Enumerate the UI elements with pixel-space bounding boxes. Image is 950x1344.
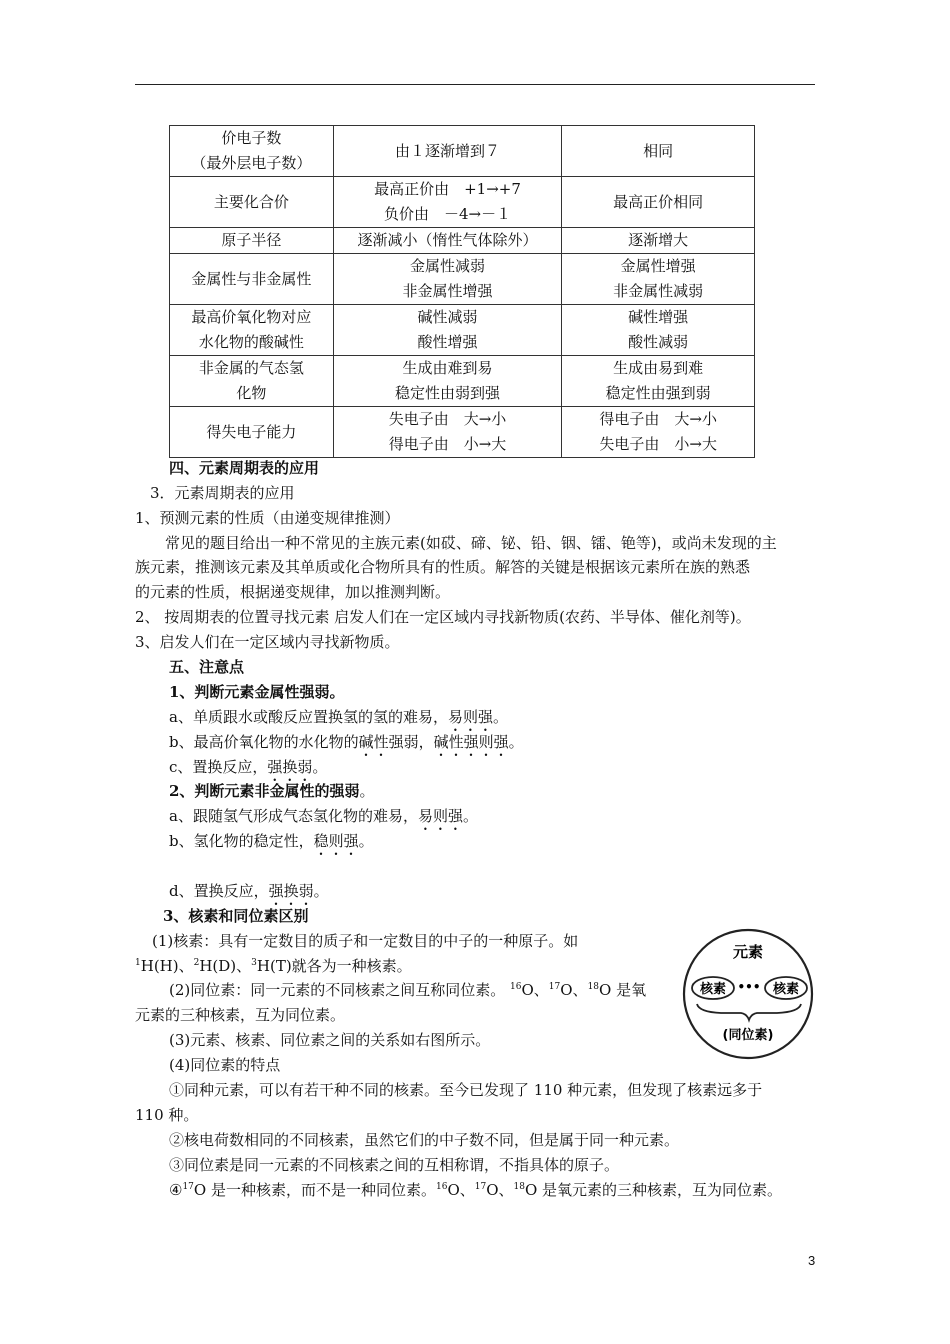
cell-line: 得电子由 大→小 [599,410,717,428]
table-cell-group [562,356,755,407]
periodic-trends-table [169,125,755,458]
nuclide-label-right: 核素 [772,982,800,997]
cell-line: 非金属性增强 [402,282,493,300]
cell-line: 主要化合价 [213,192,289,211]
nuclide-label-left: 核素 [699,982,727,997]
section4-title: 四、元素周期表的应用 [169,459,320,477]
predict-heading: 1、预测元素的性质（由递变规律推测） [135,509,400,527]
table-cell-group [562,126,755,177]
cell-line: （最外层电子数） [191,154,312,172]
table-cell-period [333,177,562,228]
cell-line: 相同 [643,141,674,160]
cell-line: 得失电子能力 [206,422,297,441]
table-cell-group [562,228,755,254]
cell-line: 失电子由 小→大 [599,435,717,453]
cell-line: 生成由易到难 [613,359,704,377]
cell-line: 负价由 －4→－１ [383,205,512,223]
cell-line: 化物 [236,384,267,402]
table-cell-group [562,177,755,228]
cell-line: 碱性增强 [628,308,689,326]
cell-line: 非金属的气态氢 [198,359,304,377]
relation-note: (3)元素、核素、同位素之间的关系如右图所示。 [169,1031,491,1049]
cell-line: 酸性增强 [417,333,478,351]
cell-line: 逐渐减小（惰性气体除外） [357,231,538,249]
isotope-def-line1: (2)同位素：同一元素的不同核素之间互称同位素。 $^{16}$O、$^{17}$O、$^{18}$O 是氧 [169,981,647,999]
cell-line: 由１逐渐增到７ [395,141,501,160]
table-cell-label [170,228,334,254]
cell-line: 逐渐增大 [628,231,689,249]
cell-line: 价电子数 [221,129,282,147]
cell-line: 最高正价由 +1→+7 [374,180,521,198]
cell-line: 金属性与非金属性 [191,269,312,288]
header-rule [135,84,815,85]
table-cell-label [170,254,334,305]
cell-line: 最高正价相同 [613,192,704,211]
table-cell-group [562,254,755,305]
cell-line: 酸性减弱 [628,333,689,351]
table-cell-label [170,356,334,407]
isotope-def-line2: 元素的三种核素，互为同位素。 [135,1006,346,1024]
table-row [170,228,755,254]
table-cell-label [170,177,334,228]
table-cell-label [170,126,334,177]
metallic-rule-c: c、置换反应，强换弱。 [169,758,328,776]
table-cell-period [333,254,562,305]
cell-line: 碱性减弱 [417,308,478,326]
nonmetallic-rule-b: b、氢化物的稳定性，稳则强。 [169,832,374,850]
isotope-traits-heading: (4)同位素的特点 [169,1056,281,1074]
trait-1-line2: 110 种。 [135,1106,199,1124]
table-row [170,254,755,305]
element-nuclide-isotope-diagram [681,926,815,1062]
table-cell-period [333,126,562,177]
cell-line: 金属性减弱 [410,257,486,275]
cell-line: 稳定性由弱到强 [395,384,501,402]
cell-line: 金属性增强 [620,257,696,275]
table-row [170,356,755,407]
element-label: 元素 [732,943,764,961]
nonmetallic-heading: 2、判断元素非金属性的强弱。 [169,782,375,800]
trait-4: ④$^{17}$O 是一种核素，而不是一种同位素。$^{16}$O、$^{17}$O、$^{18}$O 是氧元素的三种核素，互为同位素。 [169,1181,783,1199]
page-number: 3 [808,1253,816,1268]
table-cell-period [333,356,562,407]
table-row [170,407,755,458]
metallic-heading: 1、判断元素金属性强弱。 [169,683,345,701]
section4-subtitle: 3．元素周期表的应用 [150,484,295,502]
table-row [170,177,755,228]
table-row [170,126,755,177]
search-para: 2、 按周期表的位置寻找元素 启发人们在一定区域内寻找新物质(农药、半导体、催化剂等)。 [135,608,751,626]
table-cell-label [170,305,334,356]
section5-title: 五、注意点 [169,658,245,676]
table-cell-group [562,305,755,356]
metallic-rule-a: a、单质跟水或酸反应置换氢的氢的难易，易则强。 [169,708,508,726]
table-cell-period [333,407,562,458]
cell-line: 生成由难到易 [402,359,493,377]
table-cell-period [333,305,562,356]
table-cell-group [562,407,755,458]
predict-para-line2: 族元素，推测该元素及其单质或化合物所具有的性质。解答的关键是根据该元素所在族的熟悉 [135,558,751,576]
trait-3: ③同位素是同一元素的不同核素之间的互相称谓，不指具体的原子。 [169,1156,620,1174]
table-row [170,305,755,356]
cell-line: 得电子由 小→大 [388,435,507,453]
nuclide-def-line1: (1)核素：具有一定数目的质子和一定数目的中子的一种原子。如 [152,932,579,950]
nonmetallic-rule-a: a、跟随氢气形成气态氢化物的难易，易则强。 [169,807,478,825]
trait-1-line1: ①同种元素，可以有若干种不同的核素。至今已发现了 110 种元素，但发现了核素远多于 [169,1081,763,1099]
cell-line: 原子半径 [221,231,282,249]
cell-line: 失电子由 大→小 [388,410,507,428]
nuclide-isotope-heading: 3、核素和同位素区别 [163,907,309,925]
cell-line: 稳定性由强到弱 [605,384,711,402]
nuclide-def-line2: $^1$H(H)、$^2$H(D)、$^3$H(T)就各为一种核素。 [135,957,412,975]
nonmetallic-rule-d: d、置换反应，强换弱。 [169,882,329,900]
cell-line: 水化物的酸碱性 [198,333,304,351]
inspire-para: 3、启发人们在一定区域内寻找新物质。 [135,633,400,651]
cell-line: 非金属性减弱 [613,282,704,300]
table-cell-label [170,407,334,458]
isotope-label: (同位素) [722,1028,774,1043]
predict-para-line1: 常见的题目给出一种不常见的主族元素(如砹、碲、铋、铅、铟、镭、铯等)，或尚未发现的主 [165,534,777,552]
trait-2: ②核电荷数相同的不同核素，虽然它们的中子数不同，但是属于同一种元素。 [169,1131,680,1149]
cell-line: 最高价氧化物对应 [191,308,312,326]
predict-para-line3: 的元素的性质，根据递变规律，加以推测判断。 [135,583,451,601]
metallic-rule-b: b、最高价氧化物的水化物的碱性强弱，碱性强则强。 [169,733,524,751]
table-cell-period [333,228,562,254]
dots-label: ••• [737,980,761,994]
